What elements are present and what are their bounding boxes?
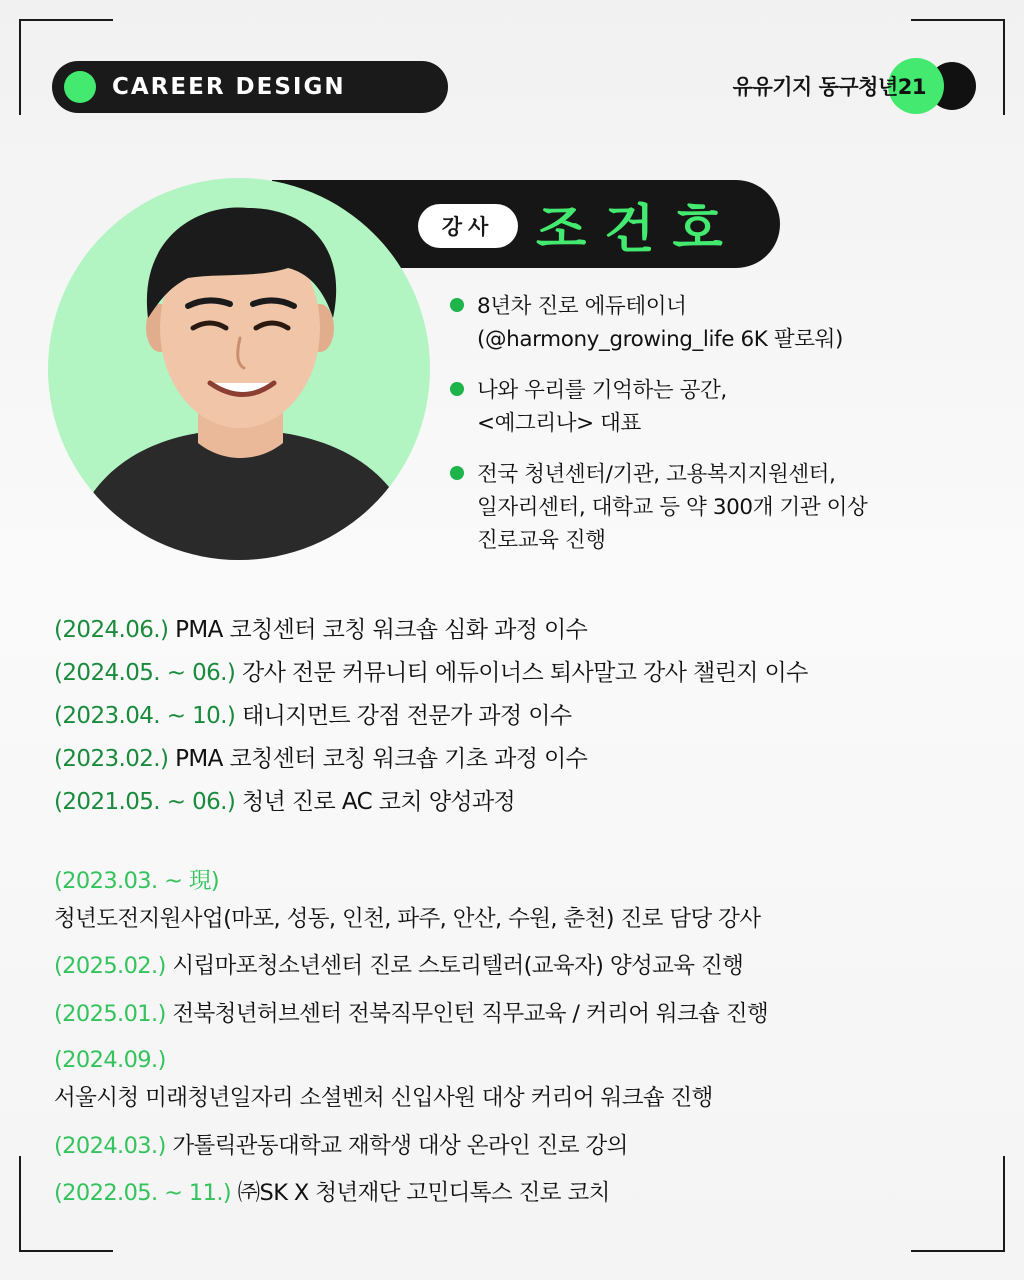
corner-bracket-bottom-right [911,1156,1005,1252]
profile-bullets [450,290,970,575]
activity-row: (2025.01.) 전북청년허브센터 전북직무인턴 직무교육 / 커리어 워크숍 진행 [54,1001,769,1027]
activity-row: (2025.02.) 시립마포청소년센터 진로 스토리텔러(교육자) 양성교육 진행 [54,953,744,979]
certification-row: (2024.05. ~ 06.) 강사 전문 커뮤니티 에듀이너스 퇴사말고 강사 챌린지 이수 [54,660,808,686]
instructor-name: 조건호 [536,199,741,260]
list-item: 8년차 진로 에듀테이너 (@harmony_growing_life 6K 팔로워) [450,290,970,356]
activity-date: (2024.09.) [54,1047,166,1073]
role-badge: 강사 [418,204,518,248]
certification-row: (2024.06.) PMA 코칭센터 코칭 워크숍 심화 과정 이수 [54,617,588,643]
career-design-label: CAREER DESIGN [112,74,346,100]
activity-row: (2024.03.) 가톨릭관동대학교 재학생 대상 온라인 진로 강의 [54,1133,628,1159]
bullet-dot-icon [450,466,464,480]
bullet-dot-icon [450,382,464,396]
bullet-dot-icon [450,298,464,312]
activity-text: 청년도전지원사업(마포, 성동, 인천, 파주, 안산, 수원, 춘천) 진로 담당 강사 [54,906,761,932]
activity-date: (2023.03. ~ 現) [54,868,220,894]
activity-text: 서울시청 미래청년일자리 소셜벤처 신입사원 대상 커리어 워크숍 진행 [54,1085,713,1111]
certification-row: (2021.05. ~ 06.) 청년 진로 AC 코치 양성과정 [54,789,516,815]
activity-row: (2022.05. ~ 11.) ㈜SK X 청년재단 고민디톡스 진로 코치 [54,1180,610,1206]
instructor-portrait [48,178,430,560]
career-design-tag [52,61,448,113]
org-label [733,58,976,114]
certification-row: (2023.04. ~ 10.) 태니지먼트 강점 전문가 과정 이수 [54,703,572,729]
org-name: 유유기지 동구청년21 [732,75,926,99]
green-dot-icon [64,71,96,103]
certification-row: (2023.02.) PMA 코칭센터 코칭 워크숍 기초 과정 이수 [54,746,588,772]
list-item: 나와 우리를 기억하는 공간, <예그리나> 대표 [450,374,970,440]
list-item: 전국 청년센터/기관, 고용복지지원센터, 일자리센터, 대학교 등 약 300개 기관 이상 진로교육 진행 [450,458,970,557]
person-photo-icon [48,178,430,560]
